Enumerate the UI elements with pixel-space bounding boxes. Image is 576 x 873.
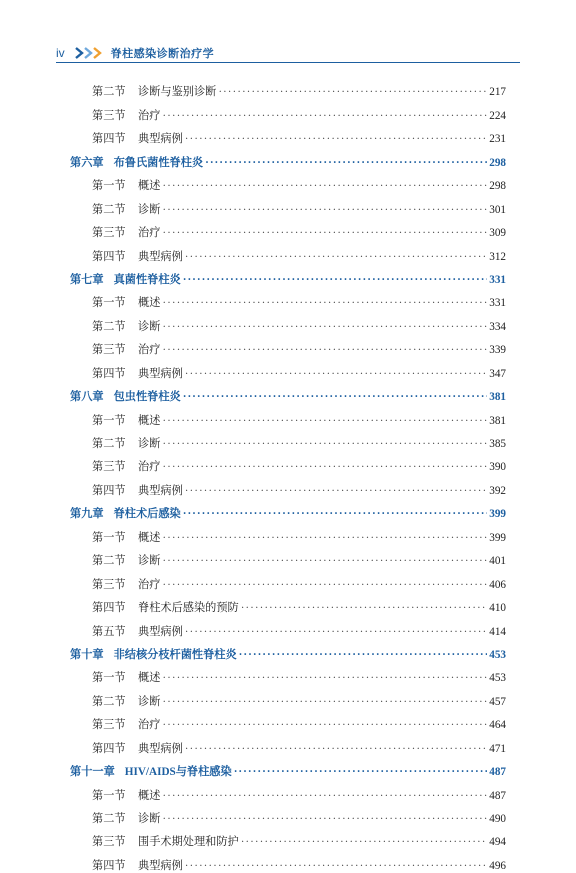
toc-entry-number: 第三节 bbox=[92, 227, 126, 240]
toc-section-row[interactable] bbox=[70, 193, 506, 216]
dot-leader bbox=[162, 531, 487, 545]
toc-entry-number: 第十一章 bbox=[70, 766, 115, 779]
toc-entry-page: 334 bbox=[489, 320, 506, 333]
toc-entry-title: 诊断与鉴别诊断 bbox=[138, 86, 217, 99]
toc-entry-page: 331 bbox=[489, 273, 506, 286]
toc-entry-number: 第五节 bbox=[92, 625, 126, 638]
toc-section-row[interactable] bbox=[70, 99, 506, 122]
toc-section-row[interactable] bbox=[70, 615, 506, 638]
toc-chapter-row[interactable] bbox=[70, 146, 506, 169]
toc-section-row[interactable] bbox=[70, 779, 506, 802]
toc-section-row[interactable] bbox=[70, 76, 506, 99]
toc-section-row[interactable] bbox=[70, 849, 506, 872]
toc-section-row[interactable] bbox=[70, 240, 506, 263]
toc-entry-number: 第二节 bbox=[92, 438, 126, 450]
toc-entry-title: 诊断 bbox=[138, 695, 161, 708]
toc-entry-title: 非结核分枝杆菌性脊柱炎 bbox=[113, 648, 237, 661]
toc-entry-title: 典型病例 bbox=[138, 742, 183, 755]
toc-chapter-row[interactable] bbox=[70, 639, 506, 662]
toc-entry-page: 217 bbox=[489, 86, 506, 99]
toc-section-row[interactable] bbox=[70, 568, 506, 591]
toc-entry-number: 第三节 bbox=[92, 344, 126, 357]
toc-section-row[interactable] bbox=[70, 217, 506, 240]
dot-leader bbox=[183, 273, 488, 287]
toc-entry-page: 381 bbox=[489, 391, 506, 404]
toc-entry-title: 典型病例 bbox=[138, 625, 183, 638]
toc-entry-page: 487 bbox=[489, 789, 506, 802]
toc-section-row[interactable] bbox=[70, 310, 506, 333]
toc-section-row[interactable] bbox=[70, 803, 506, 826]
toc-entry-title: 概述 bbox=[138, 531, 161, 544]
toc-chapter-row[interactable] bbox=[70, 498, 506, 521]
chevron-arrows-icon bbox=[75, 47, 105, 59]
toc-entry-number: 第十章 bbox=[70, 648, 104, 661]
toc-entry-title: 脊柱术后感染 bbox=[113, 508, 181, 521]
toc-entry-title: 典型病例 bbox=[138, 250, 183, 263]
toc-entry-title: 概述 bbox=[138, 297, 161, 310]
dot-leader bbox=[162, 320, 487, 334]
toc-entry-page: 399 bbox=[489, 531, 506, 544]
toc-entry-page: 298 bbox=[489, 180, 506, 193]
toc-entry-page: 406 bbox=[489, 578, 506, 591]
toc-entry-number: 第三节 bbox=[92, 109, 126, 122]
toc-entry-number: 第三节 bbox=[92, 461, 126, 474]
dot-leader bbox=[185, 742, 487, 756]
dot-leader bbox=[234, 765, 488, 779]
toc-entry-title: 概述 bbox=[138, 789, 161, 802]
toc-entry-title: 治疗 bbox=[138, 227, 161, 240]
dot-leader bbox=[162, 695, 487, 709]
toc-entry-number: 第四节 bbox=[92, 367, 126, 380]
toc-entry-title: 概述 bbox=[138, 672, 161, 685]
toc-entry-number: 第二节 bbox=[92, 555, 126, 568]
dot-leader bbox=[162, 179, 487, 193]
toc-section-row[interactable] bbox=[70, 334, 506, 357]
toc-entry-page: 301 bbox=[489, 203, 506, 216]
toc-entry-number: 第一节 bbox=[92, 789, 126, 802]
book-title: 脊柱感染诊断治疗学 bbox=[110, 48, 215, 60]
toc-entry-title: 典型病例 bbox=[138, 367, 183, 380]
toc-entry-title: 诊断 bbox=[138, 438, 161, 450]
toc-entry-number: 第二节 bbox=[92, 203, 126, 216]
toc-entry-page: 490 bbox=[489, 813, 506, 825]
toc-entry-page: 494 bbox=[489, 836, 506, 849]
toc-entry-page: 401 bbox=[489, 555, 506, 568]
toc-entry-page: 224 bbox=[489, 109, 506, 122]
toc-entry-title: 围手术期处理和防护 bbox=[138, 836, 239, 849]
toc-section-row[interactable] bbox=[70, 123, 506, 146]
toc-entry-number: 第一节 bbox=[92, 531, 126, 544]
toc-entry-number: 第四节 bbox=[92, 602, 126, 615]
toc-entry-number: 第二节 bbox=[92, 695, 126, 708]
toc-chapter-row[interactable] bbox=[70, 381, 506, 404]
dot-leader bbox=[162, 460, 487, 474]
toc-section-row[interactable] bbox=[70, 357, 506, 380]
dot-leader bbox=[205, 156, 487, 170]
toc-entry-title: 治疗 bbox=[138, 719, 161, 732]
dot-leader bbox=[162, 437, 487, 451]
toc-section-row[interactable] bbox=[70, 428, 506, 451]
toc-entry-number: 第一节 bbox=[92, 672, 126, 685]
dot-leader bbox=[162, 671, 487, 685]
toc-section-row[interactable] bbox=[70, 451, 506, 474]
toc-section-row[interactable] bbox=[70, 826, 506, 849]
toc-entry-title: 治疗 bbox=[138, 578, 161, 591]
toc-entry-title: 诊断 bbox=[138, 813, 161, 825]
toc-chapter-row[interactable] bbox=[70, 756, 506, 779]
toc-entry-number: 第二节 bbox=[92, 86, 126, 99]
toc-entry-title: HIV/AIDS与脊柱感染 bbox=[124, 766, 232, 779]
page-number: iv bbox=[56, 46, 65, 60]
toc-entry-title: 治疗 bbox=[138, 344, 161, 357]
toc-section-row[interactable] bbox=[70, 170, 506, 193]
toc-chapter-row[interactable] bbox=[70, 264, 506, 287]
toc-entry-title: 布鲁氏菌性脊柱炎 bbox=[113, 156, 204, 169]
toc-entry-page: 496 bbox=[489, 859, 506, 872]
dot-leader bbox=[162, 578, 487, 592]
toc-entry-page: 457 bbox=[489, 695, 506, 708]
toc-entry-title: 概述 bbox=[138, 414, 161, 427]
toc-section-row[interactable] bbox=[70, 592, 506, 615]
toc-entry-number: 第一节 bbox=[92, 180, 126, 193]
dot-leader bbox=[241, 835, 488, 849]
toc-section-row[interactable] bbox=[70, 474, 506, 497]
toc-entry-page: 309 bbox=[489, 227, 506, 240]
toc-entry-number: 第四节 bbox=[92, 250, 126, 263]
toc-entry-page: 339 bbox=[489, 344, 506, 357]
toc-entry-page: 487 bbox=[489, 766, 506, 779]
toc-entry-number: 第三节 bbox=[92, 578, 126, 591]
dot-leader bbox=[162, 343, 487, 357]
dot-leader bbox=[162, 554, 487, 568]
toc-entry-page: 390 bbox=[489, 461, 506, 474]
dot-leader bbox=[185, 367, 487, 381]
toc-entry-page: 453 bbox=[489, 672, 506, 685]
toc-entry-page: 385 bbox=[489, 438, 506, 450]
toc-section-row[interactable] bbox=[70, 545, 506, 568]
toc-entry-title: 诊断 bbox=[138, 320, 161, 333]
toc-entry-number: 第九章 bbox=[70, 508, 104, 521]
table-of-contents bbox=[70, 76, 506, 873]
toc-entry-page: 453 bbox=[489, 648, 506, 661]
toc-entry-title: 典型病例 bbox=[138, 484, 183, 497]
toc-entry-page: 298 bbox=[489, 156, 506, 169]
toc-section-row[interactable] bbox=[70, 287, 506, 310]
toc-section-row[interactable] bbox=[70, 521, 506, 544]
toc-entry-title: 治疗 bbox=[138, 109, 161, 122]
header-divider bbox=[56, 62, 520, 63]
toc-section-row[interactable] bbox=[70, 709, 506, 732]
toc-section-row[interactable] bbox=[70, 662, 506, 685]
toc-entry-title: 真菌性脊柱炎 bbox=[113, 273, 181, 286]
toc-entry-number: 第八章 bbox=[70, 391, 104, 404]
dot-leader bbox=[241, 601, 488, 615]
toc-entry-page: 399 bbox=[489, 508, 506, 521]
dot-leader bbox=[162, 414, 487, 428]
toc-section-row[interactable] bbox=[70, 732, 506, 755]
toc-entry-number: 第三节 bbox=[92, 719, 126, 732]
dot-leader bbox=[185, 625, 487, 639]
toc-entry-page: 231 bbox=[489, 133, 506, 146]
dot-leader bbox=[185, 859, 487, 873]
toc-entry-page: 381 bbox=[489, 414, 506, 427]
toc-entry-number: 第四节 bbox=[92, 484, 126, 497]
toc-entry-number: 第二节 bbox=[92, 320, 126, 333]
toc-entry-page: 414 bbox=[489, 625, 506, 638]
toc-entry-number: 第四节 bbox=[92, 742, 126, 755]
dot-leader bbox=[218, 85, 487, 99]
toc-entry-title: 典型病例 bbox=[138, 133, 183, 146]
toc-entry-page: 331 bbox=[489, 297, 506, 310]
toc-entry-number: 第四节 bbox=[92, 133, 126, 146]
toc-entry-number: 第二节 bbox=[92, 813, 126, 825]
toc-entry-title: 包虫性脊柱炎 bbox=[113, 391, 181, 404]
toc-entry-title: 诊断 bbox=[138, 203, 161, 216]
toc-entry-title: 典型病例 bbox=[138, 859, 183, 872]
toc-entry-page: 347 bbox=[489, 367, 506, 380]
toc-entry-page: 410 bbox=[489, 602, 506, 615]
dot-leader bbox=[162, 718, 487, 732]
dot-leader bbox=[185, 484, 487, 498]
toc-entry-page: 471 bbox=[489, 742, 506, 755]
dot-leader bbox=[162, 296, 487, 310]
toc-entry-number: 第一节 bbox=[92, 297, 126, 310]
toc-entry-number: 第七章 bbox=[70, 273, 104, 286]
dot-leader bbox=[183, 507, 488, 521]
toc-entry-number: 第一节 bbox=[92, 414, 126, 427]
toc-entry-title: 治疗 bbox=[138, 461, 161, 474]
dot-leader bbox=[162, 812, 487, 826]
toc-entry-page: 392 bbox=[489, 484, 506, 497]
toc-entry-number: 第三节 bbox=[92, 836, 126, 849]
dot-leader bbox=[183, 390, 488, 404]
dot-leader bbox=[162, 226, 487, 240]
dot-leader bbox=[162, 109, 487, 123]
toc-entry-page: 312 bbox=[489, 250, 506, 263]
dot-leader bbox=[162, 203, 487, 217]
toc-entry-title: 脊柱术后感染的预防 bbox=[138, 602, 239, 615]
toc-entry-title: 概述 bbox=[138, 180, 161, 193]
dot-leader bbox=[239, 648, 488, 662]
running-header bbox=[56, 44, 214, 62]
dot-leader bbox=[185, 132, 487, 146]
toc-entry-page: 464 bbox=[489, 719, 506, 732]
dot-leader bbox=[185, 250, 487, 264]
toc-entry-number: 第四节 bbox=[92, 859, 126, 872]
toc-entry-number: 第六章 bbox=[70, 156, 104, 169]
toc-section-row[interactable] bbox=[70, 685, 506, 708]
toc-entry-title: 诊断 bbox=[138, 555, 161, 568]
toc-section-row[interactable] bbox=[70, 404, 506, 427]
